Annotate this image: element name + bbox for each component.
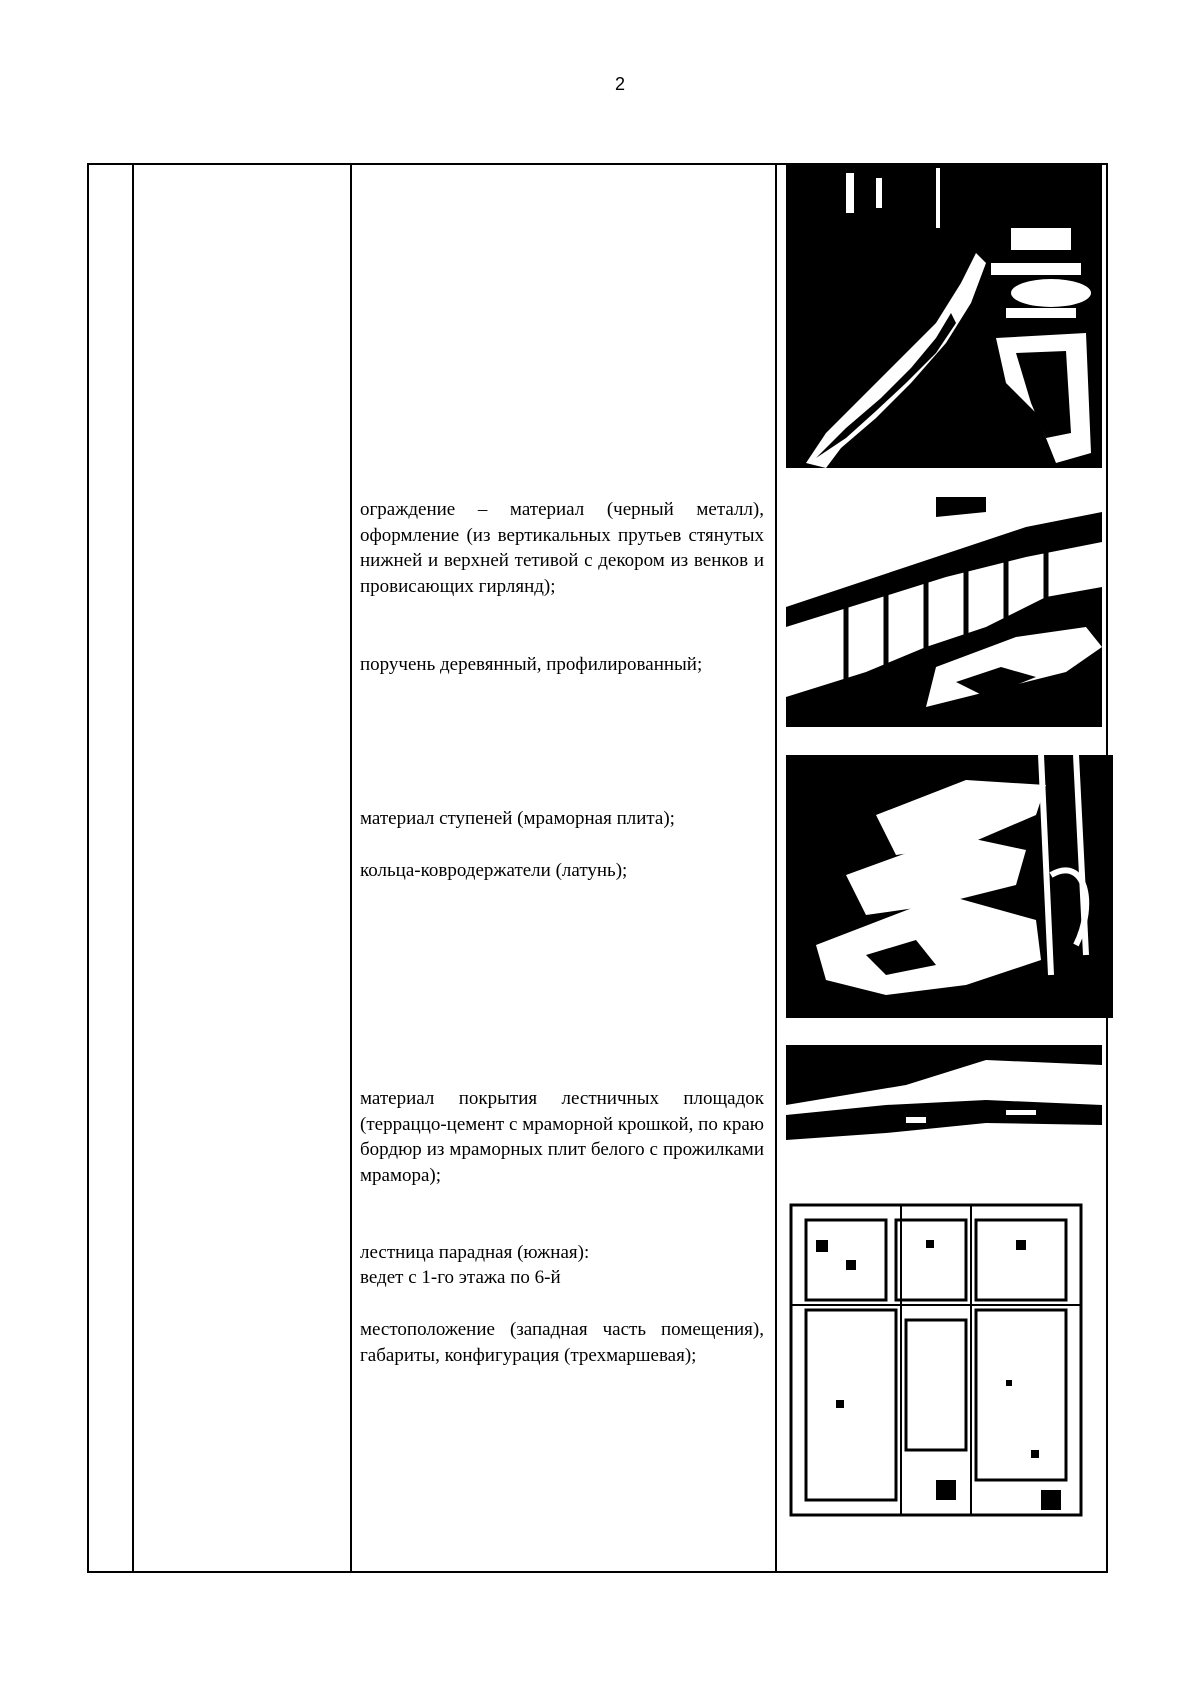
railing-description: ограждение – материал (черный металл), оформление (из вертикальных прутьев стянутых нижней и верхней тетивой с декором из венков и провисающих гирлянд); [360,499,764,597]
floor-plan-drawing-icon [786,1200,1086,1520]
landing-floor-photo-icon [786,1045,1102,1145]
handrail-description: поручень деревянный, профилированный; [360,654,703,675]
rings-description: кольца-ковродержатели (латунь); [360,860,628,881]
railing-photo-icon [786,497,1102,727]
column-divider-3 [775,165,777,1571]
page-number: 2 [614,74,625,94]
south-stair-title: лестница парадная (южная): [360,1242,590,1263]
steps-description: материал ступеней (мраморная плита); [360,808,675,829]
column-divider-2 [350,165,352,1571]
landings-description: материал покрытия лестничных площадок (терраццо-цемент с мраморной крошкой, по краю бордюр из мраморных плит белого с прожилками мрамора); [360,1088,764,1186]
south-stair-floors: ведет с 1-го этажа по 6-й [360,1267,561,1288]
location-description: местоположение (западная часть помещения), габариты, конфигурация (трехмаршевая); [360,1319,764,1366]
column-divider-1 [132,165,134,1571]
marble-steps-photo-icon [786,755,1113,1018]
staircase-photo-icon [786,163,1102,468]
